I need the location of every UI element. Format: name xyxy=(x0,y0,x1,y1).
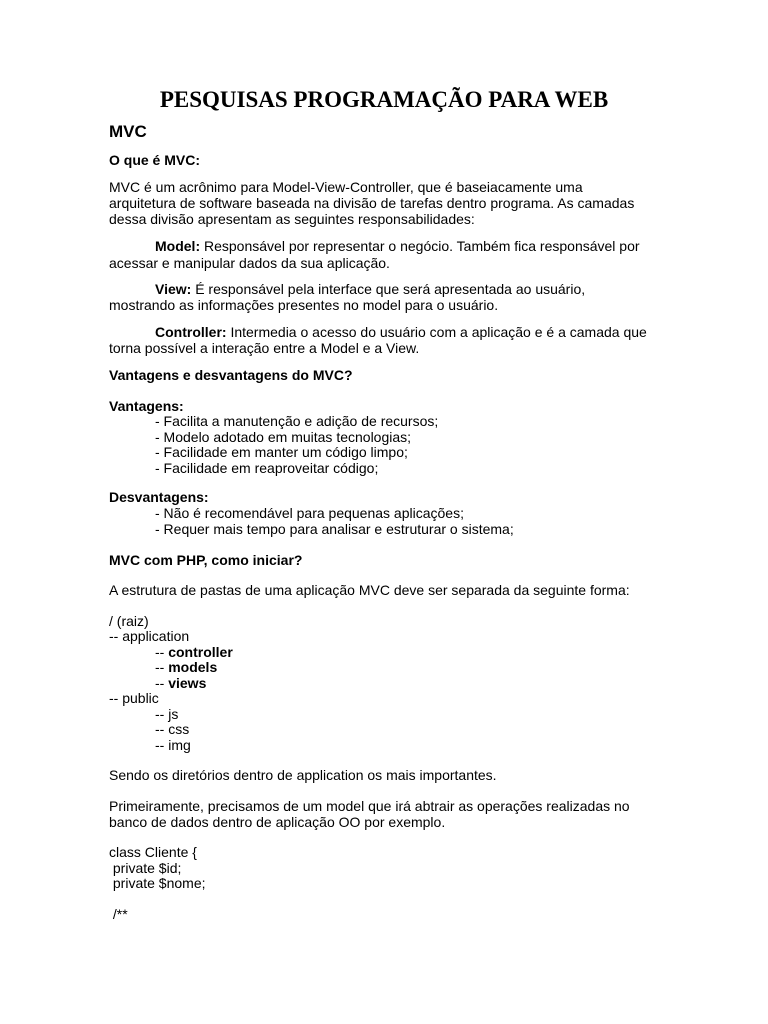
tree-prefix: -- xyxy=(155,659,169,675)
question-what-is-mvc: O que é MVC: xyxy=(109,152,201,168)
model-note-line-1: Primeiramente, precisamos de um model que irá abtrair as operações realizadas no xyxy=(109,798,630,814)
question-php: MVC com PHP, como iniciar? xyxy=(109,552,303,568)
code-line: private $id; xyxy=(109,860,182,876)
disadvantages-heading: Desvantagens: xyxy=(109,489,209,505)
list-item: - Não é recomendável para pequenas aplicações; xyxy=(155,505,464,521)
model-text: Responsável por representar o negócio. Também fica responsável por xyxy=(200,238,640,254)
tree-models-label: models xyxy=(168,659,218,675)
question-advantages: Vantagens e desvantagens do MVC? xyxy=(109,367,353,383)
model-note-line-2: banco de dados dentro de aplicação OO por exemplo. xyxy=(109,814,446,830)
intro-line-2: arquitetura de software baseada na divisão de tarefas dentro programa. As camadas xyxy=(109,195,635,211)
intro-line-3: dessa divisão apresentam as seguintes responsabilidades: xyxy=(109,211,475,227)
list-item: - Facilita a manutenção e adição de recursos; xyxy=(155,413,439,429)
important-note: Sendo os diretórios dentro de application os mais importantes. xyxy=(109,767,497,783)
tree-root: / (raiz) xyxy=(109,613,149,629)
list-item: - Modelo adotado em muitas tecnologias; xyxy=(155,429,412,445)
tree-views xyxy=(155,676,206,692)
view-description-line-2: mostrando as informações presentes no model para o usuário. xyxy=(109,297,499,313)
model-description-line-2: acessar e manipular dados da sua aplicação. xyxy=(109,255,390,271)
tree-models xyxy=(155,660,217,676)
section-heading-mvc: MVC xyxy=(109,122,147,141)
tree-public: -- public xyxy=(109,690,159,706)
tree-views-label: views xyxy=(168,675,207,691)
structure-intro: A estrutura de pastas de uma aplicação MVC deve ser separada da seguinte forma: xyxy=(109,582,630,598)
view-text: É responsável pela interface que será apresentada ao usuário, xyxy=(191,281,586,297)
list-item: - Requer mais tempo para analisar e estruturar o sistema; xyxy=(155,521,514,537)
code-line: /** xyxy=(109,906,128,922)
document-title: PESQUISAS PROGRAMAÇÃO PARA WEB xyxy=(159,87,609,112)
controller-description-line-1 xyxy=(155,325,647,341)
tree-application: -- application xyxy=(109,628,190,644)
controller-text: Intermedia o acesso do usuário com a aplicação e é a camada que xyxy=(226,324,647,340)
controller-description-line-2: torna possível a interação entre a Model e a View. xyxy=(109,340,420,356)
model-description-line-1 xyxy=(155,239,640,255)
intro-line-1: MVC é um acrônimo para Model-View-Controller, que é baseiacamente uma xyxy=(109,179,583,195)
controller-label: Controller: xyxy=(155,324,227,340)
code-line: private $nome; xyxy=(109,875,206,891)
tree-controller-label: controller xyxy=(168,644,233,660)
view-description-line-1 xyxy=(155,282,585,298)
tree-prefix: -- xyxy=(155,644,169,660)
advantages-heading: Vantagens: xyxy=(109,398,184,414)
code-line: class Cliente { xyxy=(109,844,197,860)
list-item: - Facilidade em reaproveitar código; xyxy=(155,460,379,476)
tree-prefix: -- xyxy=(155,675,169,691)
model-label: Model: xyxy=(155,238,201,254)
tree-img: -- img xyxy=(155,737,191,753)
tree-js: -- js xyxy=(155,706,179,722)
tree-css: -- css xyxy=(155,721,190,737)
view-label: View: xyxy=(155,281,192,297)
list-item: - Facilidade em manter um código limpo; xyxy=(155,444,408,460)
